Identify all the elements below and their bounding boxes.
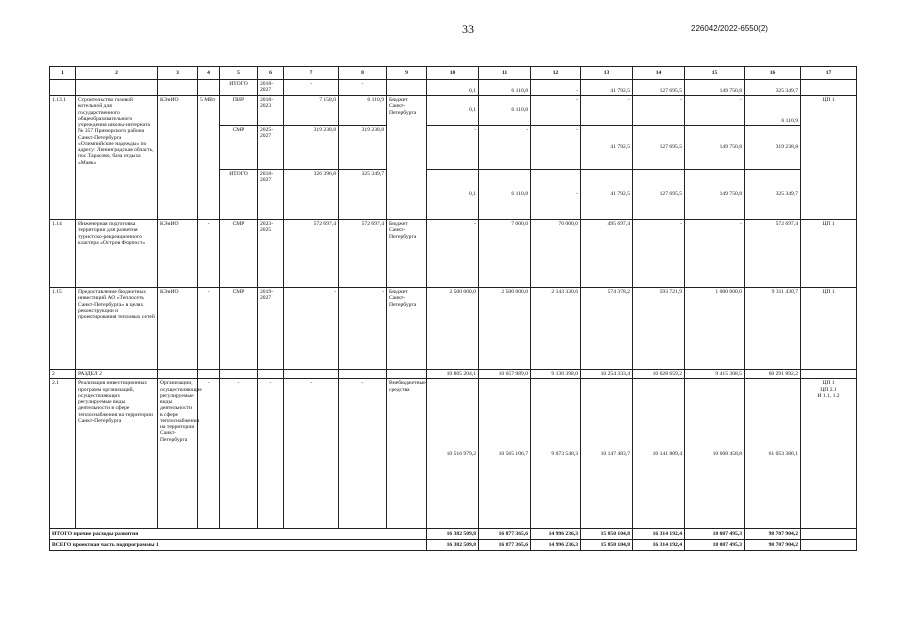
table-cell: 127 695,5 — [633, 170, 685, 220]
table-cell: 5 МВт — [198, 96, 220, 220]
table-cell: - — [685, 220, 745, 288]
table-cell: 60 291 892,2 — [745, 370, 801, 379]
table-cell: 127 695,5 — [633, 126, 685, 170]
table-cell: 0,1 — [427, 170, 479, 220]
table-cell: 10 147 483,7 — [581, 379, 633, 529]
table-cell: - — [258, 379, 284, 529]
table-cell: - — [531, 96, 581, 126]
table-cell: 2018- 2027 — [258, 80, 284, 96]
table-cell: 6 110,9 — [745, 96, 801, 126]
table-cell: 61 053 386,1 — [745, 379, 801, 529]
header-cell: 7 — [284, 67, 339, 80]
table-cell: 9 311 430,7 — [745, 288, 801, 370]
table-cell: 16 382 509,8 — [427, 540, 479, 551]
table-cell: КЭиИО — [158, 220, 198, 288]
table-cell: 319 238,8 — [745, 126, 801, 170]
table-cell: 0,1 — [427, 96, 479, 126]
header-cell: 16 — [745, 67, 801, 80]
table-cell: Предоставление бюджетных инвестиций АО «Теплосеть Санкт-Петербурга» в целях реконструкции и проектирования тепловых сетей — [76, 288, 158, 370]
table-cell: 10 254 333,4 — [581, 370, 633, 379]
table-cell: 16 877 365,6 — [479, 529, 531, 540]
header-cell: 13 — [581, 67, 633, 80]
table-cell: СМР — [220, 220, 258, 288]
table-cell: ЦП 1 — [801, 288, 857, 370]
table-cell — [198, 80, 220, 96]
grand-total-row — [50, 540, 857, 551]
table-cell: Бюджет Санкт-Петербурга — [387, 96, 427, 220]
table-cell: 1.13.1 — [50, 96, 76, 220]
table-cell: 7 000,0 — [479, 220, 531, 288]
header-cell: 11 — [479, 67, 531, 80]
table-cell: 2019- 2027 — [258, 288, 284, 370]
table-cell: 70 000,0 — [531, 220, 581, 288]
table-cell: - — [284, 288, 339, 370]
table-cell: - — [198, 220, 220, 288]
header-cell: 15 — [685, 67, 745, 80]
table-cell: 41 792,5 — [581, 80, 633, 96]
budget-table — [49, 66, 857, 551]
table-cell: Внебюджетные средства — [387, 379, 427, 529]
table-cell: РАЗДЕЛ 2 — [76, 370, 158, 379]
document-id: 226042/2022-6550(2) — [691, 24, 768, 33]
header-cell: 12 — [531, 67, 581, 80]
total-label: ИТОГО прочие расходы развития — [50, 529, 427, 540]
table-cell: 2 500 000,0 — [427, 288, 479, 370]
table-cell: 574 378,2 — [581, 288, 633, 370]
header-cell: 5 — [220, 67, 258, 80]
table-cell: 2018- 2027 — [258, 170, 284, 220]
table-cell: 18 087 495,3 — [685, 540, 745, 551]
table-cell: - — [531, 126, 581, 170]
table-cell: ЦП 1 ЦП 2.1 И 1.1, 1.2 — [801, 379, 857, 529]
header-cell: 14 — [633, 67, 685, 80]
table-cell: 2023- 2025 — [258, 220, 284, 288]
table-cell: 9 130 398,0 — [531, 370, 581, 379]
table-cell — [284, 370, 339, 379]
table-cell — [801, 80, 857, 96]
table-cell: 10 608 458,8 — [685, 379, 745, 529]
header-cell: 1 — [50, 67, 76, 80]
table-cell: - — [479, 126, 531, 170]
table-cell: 2 — [50, 370, 76, 379]
table-cell: 127 695,5 — [633, 80, 685, 96]
total-label: ВСЕГО проектная часть подпрограммы 1 — [50, 540, 427, 551]
table-cell: 6 110,8 — [479, 170, 531, 220]
table-cell: - — [427, 126, 479, 170]
table-cell: 6 110,8 — [479, 80, 531, 96]
table-cell: 572 697,4 — [284, 220, 339, 288]
table-cell: 10 141 809,4 — [633, 379, 685, 529]
table-cell: 0,1 — [427, 80, 479, 96]
table-cell: 325 349,7 — [339, 170, 387, 220]
table-cell: 593 721,9 — [633, 288, 685, 370]
table-cell — [220, 370, 258, 379]
header-cell: 8 — [339, 67, 387, 80]
table-cell: 14 996 236,3 — [531, 529, 581, 540]
table-cell — [50, 80, 76, 96]
table-cell — [258, 370, 284, 379]
header-cell: 17 — [801, 67, 857, 80]
table-cell: 15 850 104,8 — [581, 540, 633, 551]
table-row — [50, 80, 857, 96]
table-row — [50, 379, 857, 529]
table-cell: 2 143 330,6 — [531, 288, 581, 370]
table-cell: 18 087 495,3 — [685, 529, 745, 540]
table-cell: - — [685, 96, 745, 126]
section-row — [50, 370, 857, 379]
table-cell: 149 750,8 — [685, 126, 745, 170]
table-cell: 10 657 989,0 — [479, 370, 531, 379]
table-cell: Организации, осуществляющие регулируемые виды деятельности в сфере теплоснабжения на территории Санкт-Петербурга — [158, 379, 198, 529]
table-cell: 149 750,8 — [685, 170, 745, 220]
table-cell — [198, 370, 220, 379]
table-cell: ИТОГО — [220, 80, 258, 96]
table-cell — [76, 80, 158, 96]
table-cell: 7 158,0 — [284, 96, 339, 126]
table-cell: Бюджет Санкт-Петербурга — [387, 288, 427, 370]
table-cell: 98 707 904,2 — [745, 529, 801, 540]
table-cell: КЭиИО — [158, 288, 198, 370]
table-cell — [158, 80, 198, 96]
table-cell: 15 850 104,8 — [581, 529, 633, 540]
table-cell: 98 707 904,2 — [745, 540, 801, 551]
table-cell: 16 314 192,4 — [633, 529, 685, 540]
total-row — [50, 529, 857, 540]
header-row — [50, 67, 857, 80]
table-cell: - — [339, 379, 387, 529]
table-cell — [387, 80, 427, 96]
header-cell: 9 — [387, 67, 427, 80]
table-cell: 326 396,8 — [284, 170, 339, 220]
table-cell: ПИР — [220, 96, 258, 126]
table-cell: - — [633, 220, 685, 288]
table-cell: - — [339, 288, 387, 370]
table-cell: - — [581, 96, 633, 126]
table-cell: - — [531, 80, 581, 96]
header-cell: 2 — [76, 67, 158, 80]
table-cell: 2.1 — [50, 379, 76, 529]
header-cell: 4 — [198, 67, 220, 80]
table-cell: Реализация инвестиционных программ организаций, осуществляющих регулируемые виды деятельности в сфере теплоснабжения на территории Санкт-Петербурга — [76, 379, 158, 529]
table-cell: Строительство газовой котельной для государственного общеобразовательного учреждения школы-интерната № 357 Приморского района Санкт-Петербурга «Олимпийские надежды» по адресу: Ленинградская область, пос.Тарасово, база отдыха «Маяк» — [76, 96, 158, 220]
header-cell: 6 — [258, 67, 284, 80]
header-cell: 10 — [427, 67, 479, 80]
table-cell — [801, 529, 857, 540]
table-cell: 9 415 308,5 — [685, 370, 745, 379]
table-cell: - — [427, 220, 479, 288]
table-cell: 1.15 — [50, 288, 76, 370]
header-cell: 3 — [158, 67, 198, 80]
table-cell: 14 996 236,3 — [531, 540, 581, 551]
table-cell — [801, 370, 857, 379]
table-cell: 6 110,8 — [479, 96, 531, 126]
table-cell: 10 028 659,2 — [633, 370, 685, 379]
table-cell: СМР — [220, 126, 258, 170]
table-cell: 2 500 000,0 — [479, 288, 531, 370]
table-cell: СМР — [220, 288, 258, 370]
table-row — [50, 96, 857, 126]
table-cell: - — [633, 96, 685, 126]
table-cell: 41 792,5 — [581, 126, 633, 170]
table-cell: 10 805 204,1 — [427, 370, 479, 379]
table-cell: 572 697,4 — [745, 220, 801, 288]
table-cell: 10 565 106,7 — [479, 379, 531, 529]
table-cell: 41 792,5 — [581, 170, 633, 220]
table-cell: 1.14 — [50, 220, 76, 288]
table-cell: ЦП 1 — [801, 220, 857, 288]
table-cell: ЦП 1 — [801, 96, 857, 220]
table-cell: Бюджет Санкт-Петербурга — [387, 220, 427, 288]
table-cell: 16 382 509,8 — [427, 529, 479, 540]
table-cell: Инженерная подготовка территории для развития туристско-рекреационного кластера «Остров Форпост» — [76, 220, 158, 288]
table-cell: КЭиИО — [158, 96, 198, 220]
table-cell: 2018- 2023 — [258, 96, 284, 126]
table-cell: 10 516 979,2 — [427, 379, 479, 529]
table-cell: 9 073 548,3 — [531, 379, 581, 529]
table-cell: - — [339, 80, 387, 96]
table-cell — [339, 370, 387, 379]
table-cell: 6 110,9 — [339, 96, 387, 126]
table-cell: - — [284, 80, 339, 96]
table-cell: 2025- 2027 — [258, 126, 284, 170]
table-cell: - — [284, 379, 339, 529]
table-cell: 319 238,8 — [339, 126, 387, 170]
table-cell: 1 000 000,0 — [685, 288, 745, 370]
table-row — [50, 288, 857, 370]
table-cell: ИТОГО — [220, 170, 258, 220]
table-cell: 149 750,8 — [685, 80, 745, 96]
table-cell — [801, 540, 857, 551]
table-cell: 495 697,4 — [581, 220, 633, 288]
table-cell — [158, 370, 198, 379]
page-number: 33 — [462, 22, 474, 36]
table-cell: - — [198, 379, 220, 529]
table-cell: - — [198, 288, 220, 370]
table-cell: 319 238,8 — [284, 126, 339, 170]
table-cell: 325 349,7 — [745, 80, 801, 96]
table-cell: - — [220, 379, 258, 529]
table-cell — [387, 370, 427, 379]
table-cell: 325 349,7 — [745, 170, 801, 220]
table-cell: 572 697,4 — [339, 220, 387, 288]
table-cell: - — [531, 170, 581, 220]
table-cell: 16 877 365,6 — [479, 540, 531, 551]
table-cell: 16 314 192,4 — [633, 540, 685, 551]
table-row — [50, 220, 857, 288]
